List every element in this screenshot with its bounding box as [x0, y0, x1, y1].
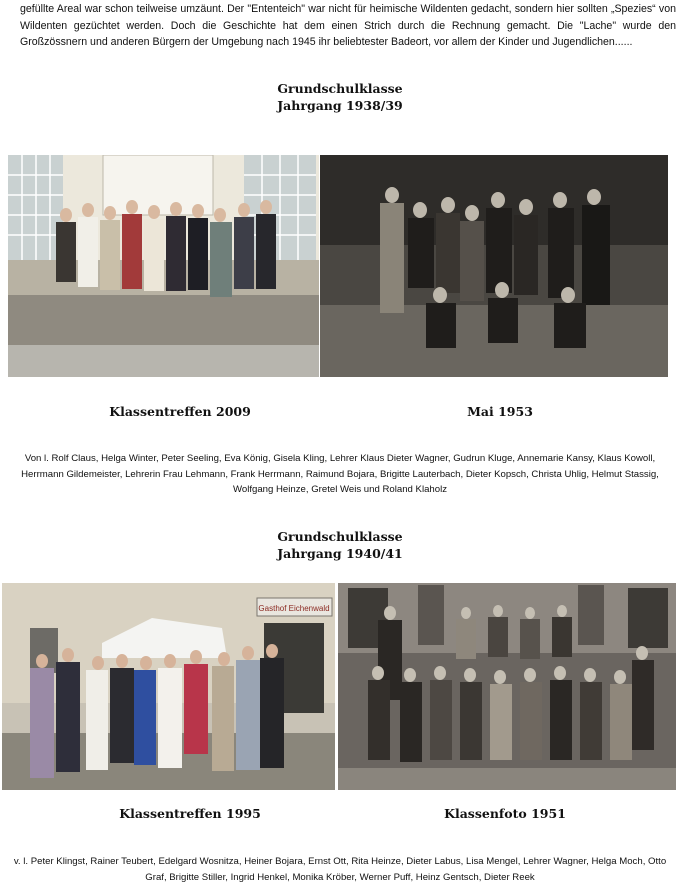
caption-klassenfoto-1951: Klassenfoto 1951 [444, 806, 566, 821]
heading-line-2: Jahrgang 1940/41 [277, 546, 403, 561]
intro-paragraph: gefüllte Areal war schon teilweise umzäunt. Der "Ententeich" war nicht für heimische Wildenten gedacht, sondern hier sollten „Spezies“ von Wildenten gezüchtet werden. Doch die Geschichte hat dem einen Strich durch die Rechnung gemacht. Die "Lache" wurde den Großzössnern und anderen Bürgern der Umgebung nach 1945 ihr beliebtester Badeort, vor allem der Kinder und Jugendlichen...... [20, 3, 676, 48]
photo-klassenfoto-1951 [338, 583, 676, 790]
names-list-1940: v. l. Peter Klingst, Rainer Teubert, Edelgard Wosnitza, Heiner Bojara, Ernst Ott, Rita Heinze, Dieter Labus, Lisa Mengel, Lehrer Wagner, Helga Moch, Otto Graf, Brigitte Stiller, Ingrid Henkel, Monika Kröber, Werner Puff, Heinz Gentsch, Dieter Reek [13, 856, 667, 883]
heading-line-1: Grundschulklasse [277, 81, 403, 96]
caption-klassentreffen-1995: Klassentreffen 1995 [119, 806, 261, 821]
caption-mai-1953: Mai 1953 [467, 404, 533, 419]
heading-line-1: Grundschulklasse [277, 529, 403, 544]
photo-klassentreffen-2009 [8, 155, 319, 377]
section-heading-1938 [0, 80, 680, 114]
caption-klassentreffen-2009: Klassentreffen 2009 [109, 404, 251, 419]
photo-mai-1953 [320, 155, 668, 377]
photo-klassentreffen-1995 [2, 583, 335, 790]
names-list-1938: Von l. Rolf Claus, Helga Winter, Peter Seeling, Eva König, Gisela Kling, Lehrer Klaus Dieter Wagner, Gudrun Kluge, Annemarie Kansy, Klaus Kowoll, Herrmann Gildemeister, Lehrerin Frau Lehmann, Frank Herrmann, Raimund Bojara, Brigitte Lauterbach, Dieter Kopsch, Christa Uhlig, Helmut Stassig, Wolfgang Heinze, Gretel Weis und Roland Klaholz [21, 453, 659, 495]
section-heading-1940 [0, 528, 680, 562]
heading-line-2: Jahrgang 1938/39 [277, 98, 403, 113]
gasthof-sign-text: Gasthof Eichenwald [258, 604, 330, 613]
